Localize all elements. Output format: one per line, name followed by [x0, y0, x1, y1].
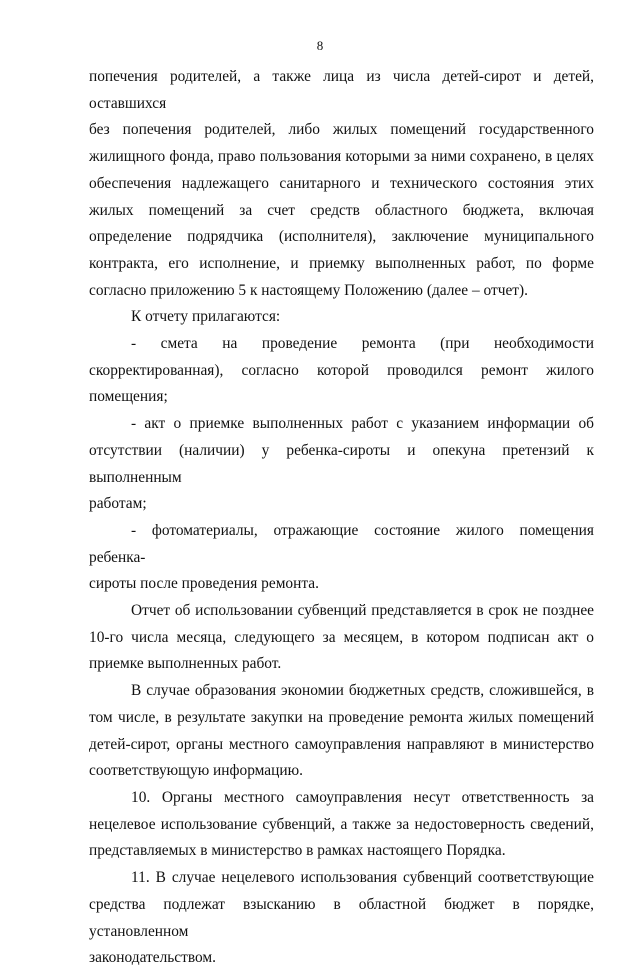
text-line: - смета на проведение ремонта (при необходимости — [131, 335, 594, 353]
text-line: приемке выполненных работ. — [89, 655, 282, 673]
text-line: жилищного фонда, право пользования которыми за ними сохранено, в целях — [89, 148, 594, 166]
text-line: жилых помещений за счет средств областного бюджета, включая — [89, 201, 594, 219]
text-line: помещения; — [89, 388, 168, 406]
paragraph — [89, 331, 594, 411]
paragraph — [89, 304, 594, 331]
text-line: средства подлежат взысканию в областной бюджет в порядке, установленном — [89, 895, 594, 940]
document-body — [89, 64, 594, 972]
text-line: работам; — [89, 495, 147, 513]
text-line: К отчету прилагаются: — [131, 308, 281, 326]
text-line: обеспечения надлежащего санитарного и технического состояния этих — [89, 174, 594, 192]
text-line: соответствующую информацию. — [89, 762, 303, 780]
paragraph — [89, 64, 594, 304]
text-line: Отчет об использовании субвенций представляется в срок не позднее — [131, 602, 594, 620]
text-line: 10. Органы местного самоуправления несут ответственность за — [131, 788, 594, 806]
text-line: попечения родителей, а также лица из числа детей-сирот и детей, оставшихся — [89, 68, 594, 112]
paragraph — [89, 785, 594, 865]
page-number: 8 — [316, 38, 324, 53]
text-line: представляемых в министерство в рамках настоящего Порядка. — [89, 842, 506, 860]
text-line: без попечения родителей, либо жилых помещений государственного — [89, 121, 594, 139]
text-line: том числе, в результате закупки на проведение ремонта жилых помещений — [89, 708, 594, 726]
text-line: скорректированная), согласно которой проводился ремонт жилого — [89, 361, 594, 379]
text-line: контракта, его исполнение, и приемку выполненных работ, по форме — [89, 254, 594, 272]
text-line: согласно приложению 5 к настоящему Положению (далее – отчет). — [89, 281, 528, 299]
text-line: В случае образования экономии бюджетных средств, сложившейся, в — [131, 682, 594, 700]
paragraph — [89, 865, 594, 972]
text-line: 10-го числа месяца, следующего за месяцем, в котором подписан акт о — [89, 628, 594, 646]
text-line: сироты после проведения ремонта. — [89, 575, 319, 593]
text-line: детей-сирот, органы местного самоуправления направляют в министерство — [89, 735, 594, 753]
text-line: отсутствии (наличии) у ребенка-сироты и опекуна претензий к выполненным — [89, 441, 594, 486]
paragraph — [89, 518, 594, 598]
text-line: нецелевое использование субвенций, а также за недостоверность сведений, — [89, 815, 594, 833]
paragraph — [89, 598, 594, 678]
paragraph — [89, 411, 594, 518]
text-line: - акт о приемке выполненных работ с указанием информации об — [131, 415, 594, 433]
text-line: законодательством. — [89, 949, 217, 967]
text-line: определение подрядчика (исполнителя), заключение муниципального — [89, 228, 594, 246]
paragraph — [89, 678, 594, 785]
text-line: - фотоматериалы, отражающие состояние жилого помещения ребенка- — [89, 521, 594, 566]
text-line: 11. В случае нецелевого использования субвенций соответствующие — [131, 869, 594, 887]
